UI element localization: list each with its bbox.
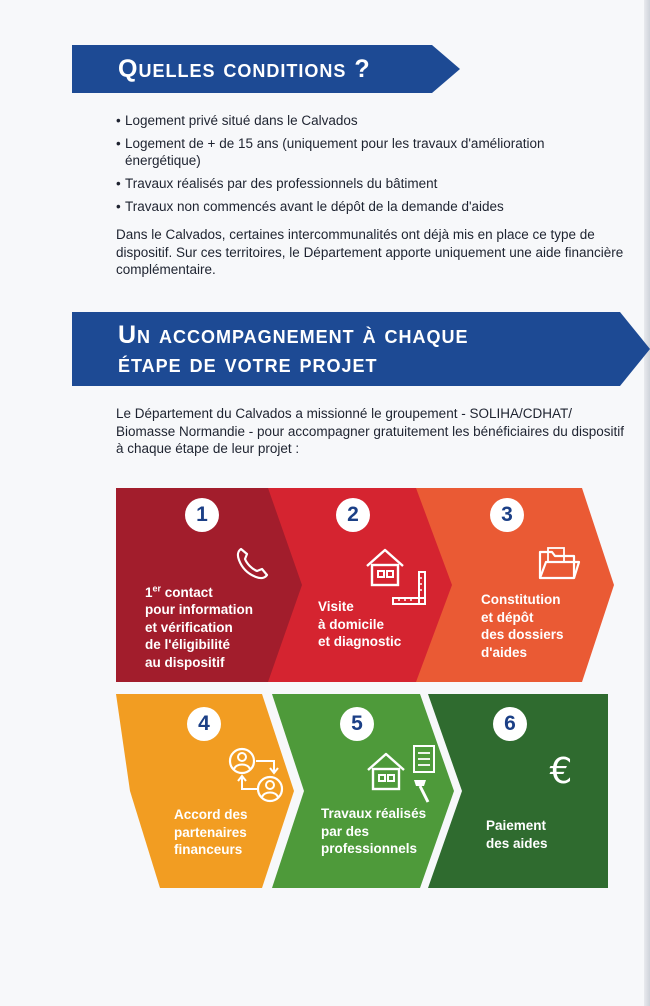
step-1-label-line: 1er contact [145,583,213,600]
title-line: étape de votre projet [118,350,378,378]
step-3-label-line: d'aides [481,644,527,660]
step-3-label-line: des dossiers [481,627,564,642]
step-3-number: 3 [490,498,524,532]
step-4-label-line: partenaires [174,824,247,840]
condition-item: • Logement privé situé dans le Calvados [116,112,616,129]
step-4-label [174,806,248,859]
step-2-label-line: Visite [318,599,354,614]
step-6-number: 6 [493,707,527,741]
step-1-label [145,580,253,671]
superscript: er [152,583,162,593]
step-2-number: 2 [336,498,370,532]
step-3-label-line: Constitution [481,592,561,607]
step-1-label-line: pour information [145,602,253,617]
condition-item: • Logement de + de 15 ans (uniquement pour les travaux d'amélioration énergétique) [116,135,616,169]
section-title-conditions: Quelles conditions ? [118,55,371,83]
step-4-label-line: financeurs [174,842,243,857]
partners-icon [226,744,288,806]
house-tools-icon [364,744,440,806]
step-2-label-line: et diagnostic [318,634,402,649]
folder-icon [537,546,581,582]
step-6-label-line: Paiement [486,818,547,833]
step-5-number: 5 [340,707,374,741]
step-6-label-line: des aides [486,835,548,851]
step-3-label [481,591,564,661]
title-line: Un accompagnement à chaque [118,321,469,349]
accompaniment-paragraph: Le Département du Calvados a missionné le groupement - SOLIHA/CDHAT/ Biomasse Normandie - pour accompagner gratuitement les bénéficiaires du dispositif à chaque étape de leur projet : [116,406,625,456]
step-1-label-line: au dispositif [145,654,225,670]
step-5-label [321,805,426,858]
euro-icon: € [549,751,573,792]
step-4-label-line: Accord des [174,807,248,822]
step-1-label-line: et vérification [145,619,233,635]
conditions-paragraph: Dans le Calvados, certaines intercommunalités ont déjà mis en place ce type de dispositif. Sur ces territoires, le Département apporte uniquement une aide financière complémentaire. [116,227,624,277]
step-6-label [486,817,548,852]
step-4-number: 4 [187,707,221,741]
condition-item: • Travaux non commencés avant le dépôt de la demande d'aides [116,198,616,215]
step-3-label-line: et dépôt [481,609,534,625]
phone-icon [232,544,272,584]
step-2-label-line: à domicile [318,616,385,632]
step-1-label-line: de l'éligibilité [145,637,230,652]
step-5-label-line: par des [321,823,370,839]
step-2-label [318,598,401,651]
step-1-number: 1 [185,498,219,532]
step-5-label-line: Travaux réalisés [321,806,427,821]
house-ruler-icon [363,544,429,606]
step-5-label-line: professionnels [321,841,418,856]
condition-item: • Travaux réalisés par des professionnels du bâtiment [116,175,616,192]
